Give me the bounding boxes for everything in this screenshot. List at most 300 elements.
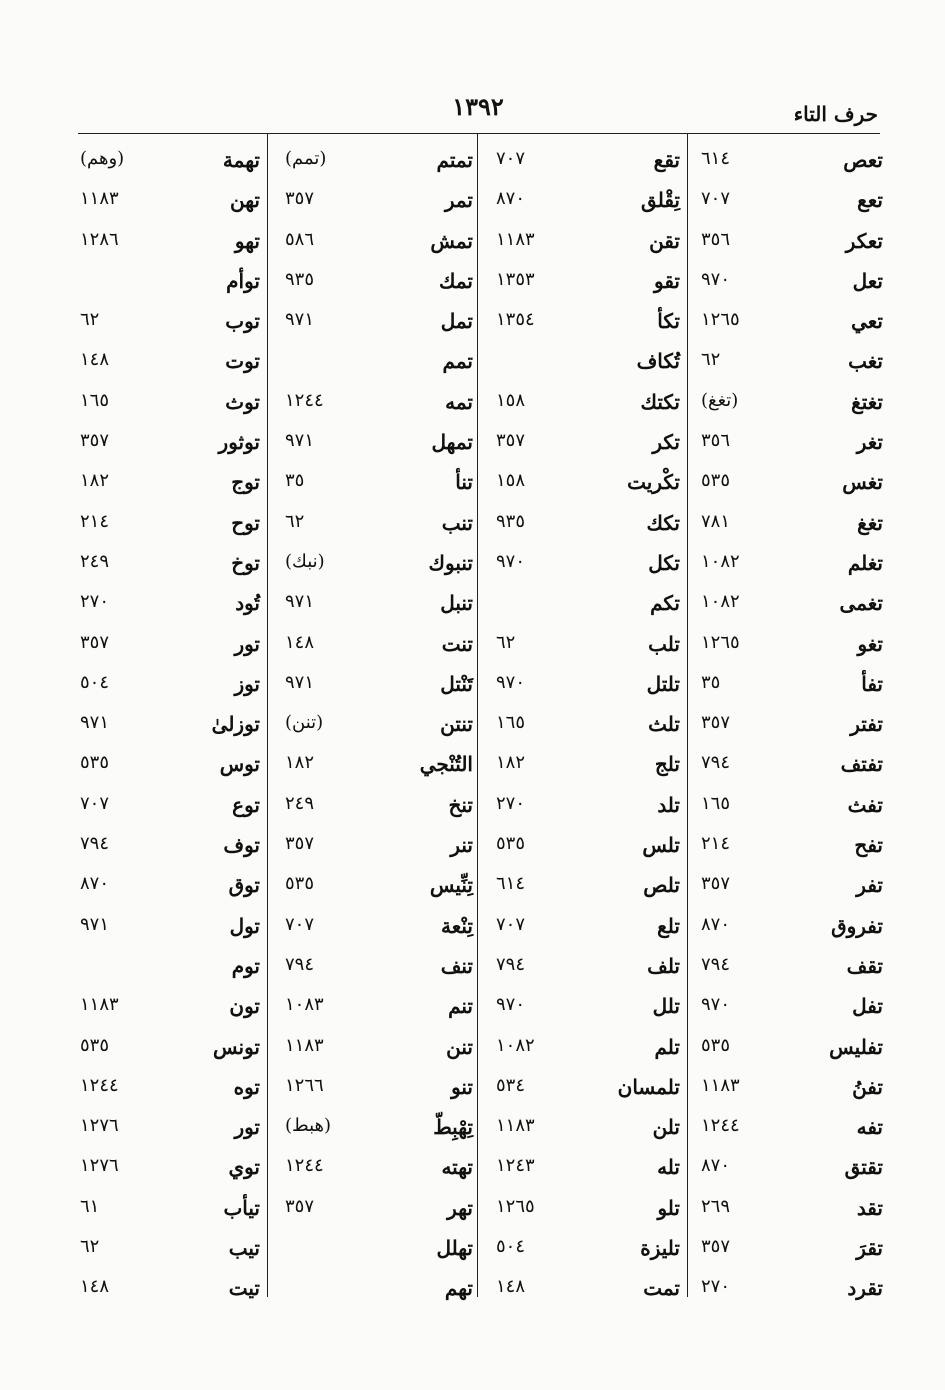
entry-term: تنبل: [440, 591, 473, 616]
entry-reference: ٧٠٧: [496, 148, 526, 169]
index-entry: [277, 1190, 473, 1230]
index-entry: [277, 908, 473, 948]
index-entry: [72, 787, 260, 827]
index-entry: [488, 908, 680, 948]
index-entry: [693, 1109, 883, 1149]
entry-term: توثور: [218, 430, 260, 455]
entry-reference: ١٢٦٥: [701, 309, 740, 331]
index-entry: [488, 827, 680, 867]
entry-reference: ٩٣٥: [285, 268, 315, 290]
page-header: [78, 92, 878, 132]
entry-reference: ٩٧١: [80, 913, 110, 935]
entry-reference: ١٢٨٦: [80, 228, 119, 250]
entry-reference: ٣٥٧: [701, 712, 731, 734]
entry-term: تلث: [648, 712, 680, 737]
entry-reference: ١٠٨٢: [701, 550, 740, 572]
entry-term: توزلىٰ: [211, 712, 260, 737]
index-column-3: [277, 142, 473, 1302]
index-entry: [693, 343, 883, 383]
entry-term: تمر: [444, 188, 473, 213]
entry-reference: ٢٦٩: [701, 1195, 731, 1217]
entry-reference: ٩٧٠: [496, 550, 526, 572]
entry-reference: ١٦٥: [80, 389, 110, 411]
entry-reference: ٩٧١: [285, 591, 315, 613]
entry-reference: ١٦٥: [701, 792, 731, 814]
entry-term: توت: [225, 349, 260, 374]
entry-term: تيت: [228, 1276, 260, 1301]
entry-reference: ١١٨٣: [496, 1115, 535, 1137]
entry-reference: ١٤٨: [80, 1276, 110, 1298]
entry-reference: ١٠٨٢: [496, 1034, 535, 1056]
entry-reference: ١٤٨: [496, 1276, 526, 1298]
entry-reference: ٩٧٠: [496, 994, 526, 1016]
entry-reference: ٩٧١: [285, 671, 315, 693]
entry-term: تفليس: [829, 1034, 883, 1059]
index-column-2: [488, 142, 680, 1302]
entry-term: تهلل: [436, 1236, 473, 1261]
entry-reference: ٥٠٤: [496, 1236, 526, 1258]
index-entry: [277, 464, 473, 504]
entry-reference: ٢٧٠: [496, 792, 526, 814]
index-entry: [277, 263, 473, 303]
entry-reference: ٥٣٥: [701, 470, 731, 492]
entry-reference: (وهم): [80, 148, 125, 169]
entry-term: توف: [223, 833, 260, 858]
index-entry: [277, 1029, 473, 1069]
entry-reference: (تنن): [285, 712, 324, 734]
index-entry: [693, 464, 883, 504]
index-entry: [693, 303, 883, 343]
entry-term: تِقْلق: [641, 188, 680, 213]
entry-term: تُكاف: [636, 349, 680, 374]
entry-reference: ٣٥٧: [285, 188, 315, 210]
entry-reference: ٥٣٥: [701, 1034, 731, 1056]
index-entry: [72, 1149, 260, 1189]
entry-term: تعكر: [845, 228, 883, 253]
entry-reference: ١٢٧٦: [80, 1115, 119, 1137]
index-entry: [277, 746, 473, 786]
entry-reference: ٢١٤: [80, 510, 110, 532]
entry-reference: ١٢٤٣: [496, 1155, 535, 1177]
entry-reference: ١٢٦٥: [496, 1195, 535, 1217]
entry-reference: ٢٤٩: [80, 550, 110, 572]
entry-reference: ٣٥٧: [80, 631, 110, 653]
entry-reference: ١١٨٣: [80, 188, 119, 210]
entry-reference: ١٢٤٤: [285, 389, 324, 411]
index-entry: [693, 424, 883, 464]
entry-reference: ٣٥٧: [80, 430, 110, 452]
index-entry: [693, 182, 883, 222]
index-entry: [72, 827, 260, 867]
entry-reference: ١١٨٣: [496, 228, 535, 250]
entry-reference: ١٢٦٦: [285, 1074, 324, 1096]
entry-reference: ٨٧٠: [701, 1155, 731, 1177]
entry-reference: ٣٥: [285, 470, 305, 492]
entry-reference: ٧٩٤: [701, 953, 731, 975]
entry-reference: ١٢٧٦: [80, 1155, 119, 1177]
index-entry: [693, 505, 883, 545]
entry-term: تقرَ: [856, 1236, 883, 1261]
entry-term: تنن: [446, 1034, 473, 1059]
index-entry: [488, 223, 680, 263]
entry-reference: ٥٣٥: [285, 873, 315, 895]
entry-term: توق: [228, 873, 260, 898]
index-entry: [488, 1149, 680, 1189]
index-entry: [488, 343, 680, 383]
index-entry: [72, 505, 260, 545]
index-column-4: [72, 142, 260, 1302]
entry-term: تله: [657, 1155, 680, 1180]
index-entry: [72, 908, 260, 948]
index-entry: [693, 626, 883, 666]
entry-reference: ١١٨٣: [80, 994, 119, 1016]
entry-reference: ١٤٨: [80, 349, 110, 371]
entry-term: تفل: [852, 994, 883, 1019]
entry-term: تكك: [646, 510, 680, 535]
entry-term: تقتق: [844, 1155, 883, 1180]
entry-reference: (تمم): [285, 148, 327, 169]
entry-term: تنبوك: [428, 550, 473, 575]
entry-term: تكتك: [640, 389, 680, 414]
entry-term: تنأ: [455, 470, 473, 495]
entry-reference: ٦٢: [80, 309, 100, 331]
entry-reference: ١٢٤٤: [285, 1155, 324, 1177]
entry-term: تفتف: [840, 752, 883, 777]
entry-reference: ١٨٢: [285, 752, 315, 774]
entry-reference: ٥٣٥: [80, 752, 110, 774]
entry-reference: ٧٠٧: [285, 913, 315, 935]
entry-term: تغغ: [857, 510, 883, 535]
entry-reference: ١٠٨٢: [701, 591, 740, 613]
index-entry: [72, 424, 260, 464]
entry-term: توح: [231, 510, 260, 535]
index-entry: [488, 1190, 680, 1230]
index-entry: [693, 1190, 883, 1230]
entry-term: توج: [231, 470, 260, 495]
entry-reference: ٧٩٤: [701, 752, 731, 774]
entry-term: تغو: [857, 631, 883, 656]
entry-reference: ١٥٨: [496, 389, 526, 411]
index-entry: [277, 666, 473, 706]
entry-reference: ٦١٤: [701, 148, 731, 169]
index-entry: [693, 1230, 883, 1270]
column-divider: [267, 133, 268, 1297]
index-entry: [693, 666, 883, 706]
entry-term: تلم: [654, 1034, 680, 1059]
index-entry: [277, 706, 473, 746]
entry-term: تمش: [430, 228, 473, 253]
entry-term: تِهْبِطّ: [433, 1115, 473, 1140]
index-entry: [72, 1230, 260, 1270]
index-entry: [488, 1069, 680, 1109]
header-rule: [78, 133, 880, 134]
entry-term: تيأب: [223, 1195, 260, 1220]
entry-term: تفث: [847, 792, 883, 817]
entry-reference: (هبط): [285, 1115, 332, 1137]
entry-term: تهته: [441, 1155, 473, 1180]
entry-term: توخ: [231, 550, 260, 575]
index-entry: [488, 1270, 680, 1310]
entry-term: تغب: [848, 349, 883, 374]
entry-term: تغمى: [839, 591, 883, 616]
entry-reference: ٨٧٠: [496, 188, 526, 210]
index-entry: [277, 1109, 473, 1149]
entry-reference: ٢٤٩: [285, 792, 315, 814]
entry-term: تنم: [448, 994, 473, 1019]
index-entry: [693, 948, 883, 988]
entry-term: تنو: [451, 1074, 473, 1099]
entry-term: توس: [219, 752, 260, 777]
entry-reference: ٩٧٠: [701, 994, 731, 1016]
index-entry: [72, 746, 260, 786]
entry-term: تهو: [234, 228, 260, 253]
index-entry: [72, 343, 260, 383]
entry-term: تكأ: [657, 309, 680, 334]
entry-reference: ١٢٦٥: [701, 631, 740, 653]
index-entry: [72, 182, 260, 222]
index-entry: [693, 545, 883, 585]
index-entry: [693, 384, 883, 424]
entry-term: تقرد: [847, 1276, 883, 1301]
entry-reference: ٣٥٧: [701, 1236, 731, 1258]
page-number: ١٣٩٢: [452, 92, 504, 121]
entry-reference: ٧٠٧: [80, 792, 110, 814]
entry-term: توه: [233, 1074, 260, 1099]
entry-term: تكْريت: [627, 470, 680, 495]
entry-reference: ٧٩٤: [285, 953, 315, 975]
index-entry: [693, 827, 883, 867]
entry-reference: ١٨٢: [80, 470, 110, 492]
index-entry: [693, 867, 883, 907]
entry-term: تقف: [846, 953, 883, 978]
index-entry: [277, 505, 473, 545]
entry-reference: ٧٨١: [701, 510, 731, 532]
entry-reference: ٦٢: [701, 349, 721, 371]
index-entry: [488, 303, 680, 343]
index-entry: [488, 706, 680, 746]
index-column-1: [693, 142, 883, 1302]
entry-term: تمه: [445, 389, 473, 414]
entry-term: تنب: [441, 510, 473, 535]
entry-reference: (نبك): [285, 550, 325, 572]
index-entry: [277, 585, 473, 625]
entry-term: تلد: [657, 792, 680, 817]
entry-term: تغتغ: [851, 389, 883, 414]
entry-term: توع: [232, 792, 260, 817]
index-entry: [72, 384, 260, 424]
index-entry: [488, 626, 680, 666]
index-entry: [72, 1069, 260, 1109]
index-entry: [693, 706, 883, 746]
index-entry: [277, 787, 473, 827]
entry-term: تول: [229, 913, 260, 938]
entry-reference: ٥٣٥: [496, 833, 526, 855]
entry-term: تعي: [851, 309, 883, 334]
index-entry: [72, 666, 260, 706]
entry-reference: ٩٧١: [285, 309, 315, 331]
index-entry: [72, 263, 260, 303]
index-entry: [488, 545, 680, 585]
entry-term: تفروق: [831, 913, 883, 938]
index-entry: [72, 867, 260, 907]
entry-reference: ٢٧٠: [80, 591, 110, 613]
entry-term: تعع: [857, 188, 883, 213]
entry-reference: ١٦٥: [496, 712, 526, 734]
entry-reference: ٥٠٤: [80, 671, 110, 693]
index-entry: [277, 424, 473, 464]
entry-reference: ٢١٤: [701, 833, 731, 855]
index-entry: [277, 867, 473, 907]
index-entry: [488, 1109, 680, 1149]
entry-reference: ٩٧٠: [701, 268, 731, 290]
entry-term: توي: [228, 1155, 260, 1180]
entry-term: تقد: [856, 1195, 883, 1220]
entry-term: تور: [234, 631, 260, 656]
entry-reference: ٦٢: [496, 631, 516, 653]
index-entry: [72, 545, 260, 585]
entry-term: تليزة: [640, 1236, 680, 1261]
entry-reference: ٩٧١: [285, 430, 315, 452]
entry-reference: (تغغ): [701, 389, 739, 411]
index-entry: [693, 263, 883, 303]
entry-reference: ٣٥٦: [701, 430, 731, 452]
entry-reference: ١٠٨٣: [285, 994, 324, 1016]
entry-reference: ٣٥: [701, 671, 721, 693]
entry-term: تعل: [852, 268, 883, 293]
entry-reference: ٢٧٠: [701, 1276, 731, 1298]
entry-term: تمك: [439, 268, 473, 293]
index-entry: [72, 1270, 260, 1310]
index-entry: [72, 988, 260, 1028]
entry-reference: ٧٠٧: [701, 188, 731, 210]
entry-term: التُنْجي: [419, 752, 473, 777]
index-entry: [277, 626, 473, 666]
entry-term: تغلم: [847, 550, 883, 575]
index-entry: [488, 182, 680, 222]
index-entry: [488, 1230, 680, 1270]
entry-term: تُود: [235, 591, 260, 616]
index-entry: [72, 464, 260, 504]
entry-term: تهمة: [222, 148, 260, 172]
entry-term: تلص: [643, 873, 680, 898]
index-entry: [277, 303, 473, 343]
entry-reference: ٦١: [80, 1195, 100, 1217]
index-entry: [72, 626, 260, 666]
index-entry: [277, 182, 473, 222]
index-entry: [693, 142, 883, 182]
index-entry: [277, 1069, 473, 1109]
index-entry: [277, 988, 473, 1028]
entry-reference: ٨٧٠: [80, 873, 110, 895]
entry-term: تلع: [657, 913, 680, 938]
entry-term: تمهل: [431, 430, 473, 455]
index-entry: [72, 948, 260, 988]
entry-term: تِنِّيس: [429, 873, 473, 898]
index-entry: [277, 948, 473, 988]
entry-reference: ١٢٤٤: [80, 1074, 119, 1096]
entry-term: تقن: [649, 228, 680, 253]
index-entry: [277, 142, 473, 182]
entry-reference: ٥٨٦: [285, 228, 315, 250]
entry-term: تغس: [842, 470, 883, 495]
entry-term: تون: [229, 994, 260, 1019]
entry-term: توب: [225, 309, 260, 334]
entry-term: تيب: [228, 1236, 260, 1261]
entry-term: تمت: [643, 1276, 680, 1301]
index-entry: [277, 1270, 473, 1310]
entry-term: توث: [225, 389, 260, 414]
entry-reference: ٦١٤: [496, 873, 526, 895]
index-entry: [488, 505, 680, 545]
index-entry: [693, 1029, 883, 1069]
index-entry: [72, 1190, 260, 1230]
index-entry: [72, 223, 260, 263]
index-entry: [693, 988, 883, 1028]
entry-reference: ٣٥٧: [496, 430, 526, 452]
index-entry: [693, 585, 883, 625]
entry-term: تمل: [440, 309, 473, 334]
entry-term: تلتل: [646, 671, 680, 696]
index-entry: [488, 666, 680, 706]
entry-term: تلو: [657, 1195, 680, 1220]
index-entry: [693, 1270, 883, 1310]
column-divider: [687, 133, 688, 1297]
entry-term: تفر: [856, 873, 883, 898]
entry-term: تقع: [653, 148, 680, 172]
entry-term: توز: [234, 671, 260, 696]
index-entry: [72, 585, 260, 625]
entry-term: تلس: [642, 833, 680, 858]
entry-term: تفأ: [861, 671, 883, 696]
index-entry: [72, 706, 260, 746]
entry-reference: ٣٥٧: [285, 1195, 315, 1217]
entry-term: تلمسان: [617, 1074, 680, 1099]
entry-term: توم: [231, 953, 260, 978]
entry-term: تهر: [447, 1195, 473, 1220]
index-entry: [693, 787, 883, 827]
column-divider: [477, 133, 478, 1297]
index-entry: [277, 384, 473, 424]
entry-term: تنخ: [448, 792, 473, 817]
index-entry: [488, 142, 680, 182]
entry-reference: ٧٠٧: [496, 913, 526, 935]
index-entry: [488, 988, 680, 1028]
entry-term: تلف: [647, 953, 680, 978]
entry-reference: ١٥٨: [496, 470, 526, 492]
entry-reference: ١٨٢: [496, 752, 526, 774]
entry-reference: ٨٧٠: [701, 913, 731, 935]
entry-reference: ١٤٨: [285, 631, 315, 653]
index-entry: [693, 1069, 883, 1109]
entry-reference: ١٣٥٣: [496, 268, 535, 290]
index-entry: [693, 746, 883, 786]
entry-reference: ٣٥٦: [701, 228, 731, 250]
entry-term: تكر: [652, 430, 680, 455]
entry-term: تمتم: [436, 148, 473, 172]
entry-reference: ١١٨٣: [701, 1074, 740, 1096]
index-entry: [693, 908, 883, 948]
index-entry: [488, 1029, 680, 1069]
entry-reference: ٣٥٧: [701, 873, 731, 895]
entry-reference: ١٢٤٤: [701, 1115, 740, 1137]
entry-term: تونس: [213, 1034, 260, 1059]
index-entry: [693, 223, 883, 263]
entry-reference: ٦٢: [80, 1236, 100, 1258]
index-entry: [72, 303, 260, 343]
entry-term: تلج: [654, 752, 680, 777]
index-entry: [72, 142, 260, 182]
entry-term: تعص: [843, 148, 883, 172]
